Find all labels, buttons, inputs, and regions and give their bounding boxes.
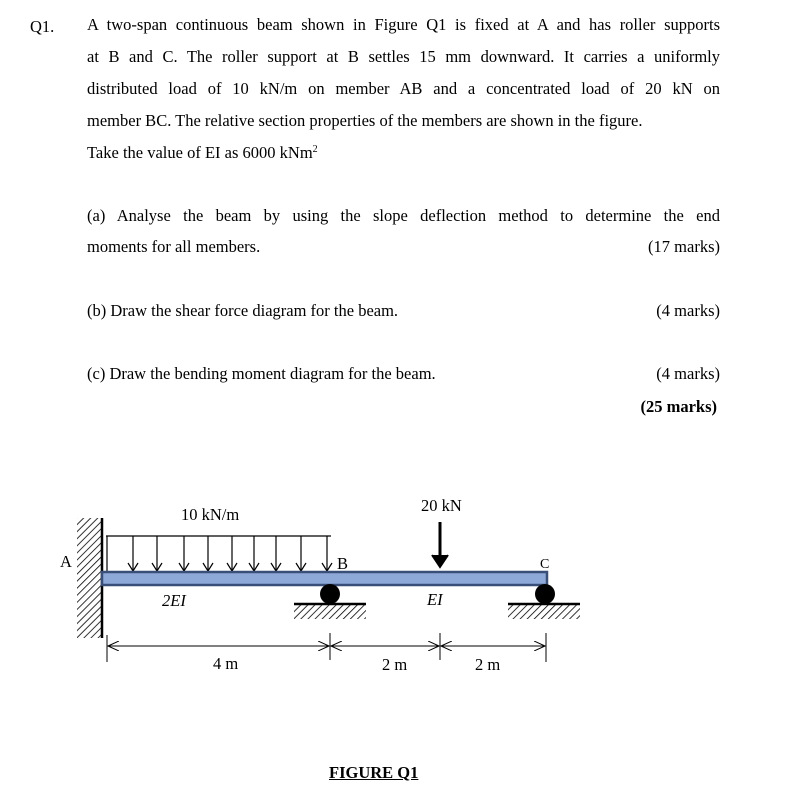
question-line-1: A two-span continuous beam shown in Figure Q1 is fixed at A and has roller supports — [87, 15, 720, 34]
part-c-text: (c) Draw the bending moment diagram for the beam. — [87, 364, 436, 383]
part-b-text: (b) Draw the shear force diagram for the beam. — [87, 301, 399, 320]
dim-ab-label: 4 m — [213, 654, 239, 673]
question-line-2: at B and C. The roller support at B settles 15 mm downward. It carries a uniformly — [87, 47, 720, 66]
dim-b-load-label: 2 m — [382, 655, 408, 674]
udl-label: 10 kN/m — [181, 505, 240, 524]
ei-statement-text: Take the value of EI as 6000 kNm — [87, 143, 313, 162]
part-b-marks: (4 marks) — [656, 301, 720, 320]
roller-support-c — [508, 584, 580, 619]
dim-load-c-label: 2 m — [475, 655, 501, 674]
total-marks: (25 marks) — [640, 397, 717, 416]
question-line-4: member BC. The relative section properties of the members are shown in the figure. — [87, 111, 643, 130]
stiffness-bc: EI — [427, 590, 443, 609]
stiffness-ab: 2EI — [162, 591, 186, 610]
fixed-support-a — [77, 518, 102, 638]
beam — [102, 572, 547, 585]
label-c: C — [540, 557, 550, 572]
udl-load-ab — [106, 536, 332, 572]
label-b: B — [337, 554, 349, 573]
question-number: Q1. — [30, 17, 55, 36]
ei-statement-superscript: 2 — [312, 144, 318, 155]
label-a: A — [60, 552, 72, 571]
figure-title: FIGURE Q1 — [329, 763, 419, 782]
question-line-3: distributed load of 10 kN/m on member AB and a concentrated load of 20 kN on — [87, 79, 720, 98]
part-a-line-2: moments for all members. — [87, 237, 261, 256]
point-load-arrow — [432, 522, 448, 567]
part-a-marks: (17 marks) — [648, 237, 720, 256]
roller-support-b — [294, 584, 366, 619]
part-a-line-1: (a) Analyse the beam by using the slope deflection method to determine the end — [87, 206, 720, 225]
point-load-label: 20 kN — [421, 496, 462, 515]
part-c-marks: (4 marks) — [656, 364, 720, 383]
